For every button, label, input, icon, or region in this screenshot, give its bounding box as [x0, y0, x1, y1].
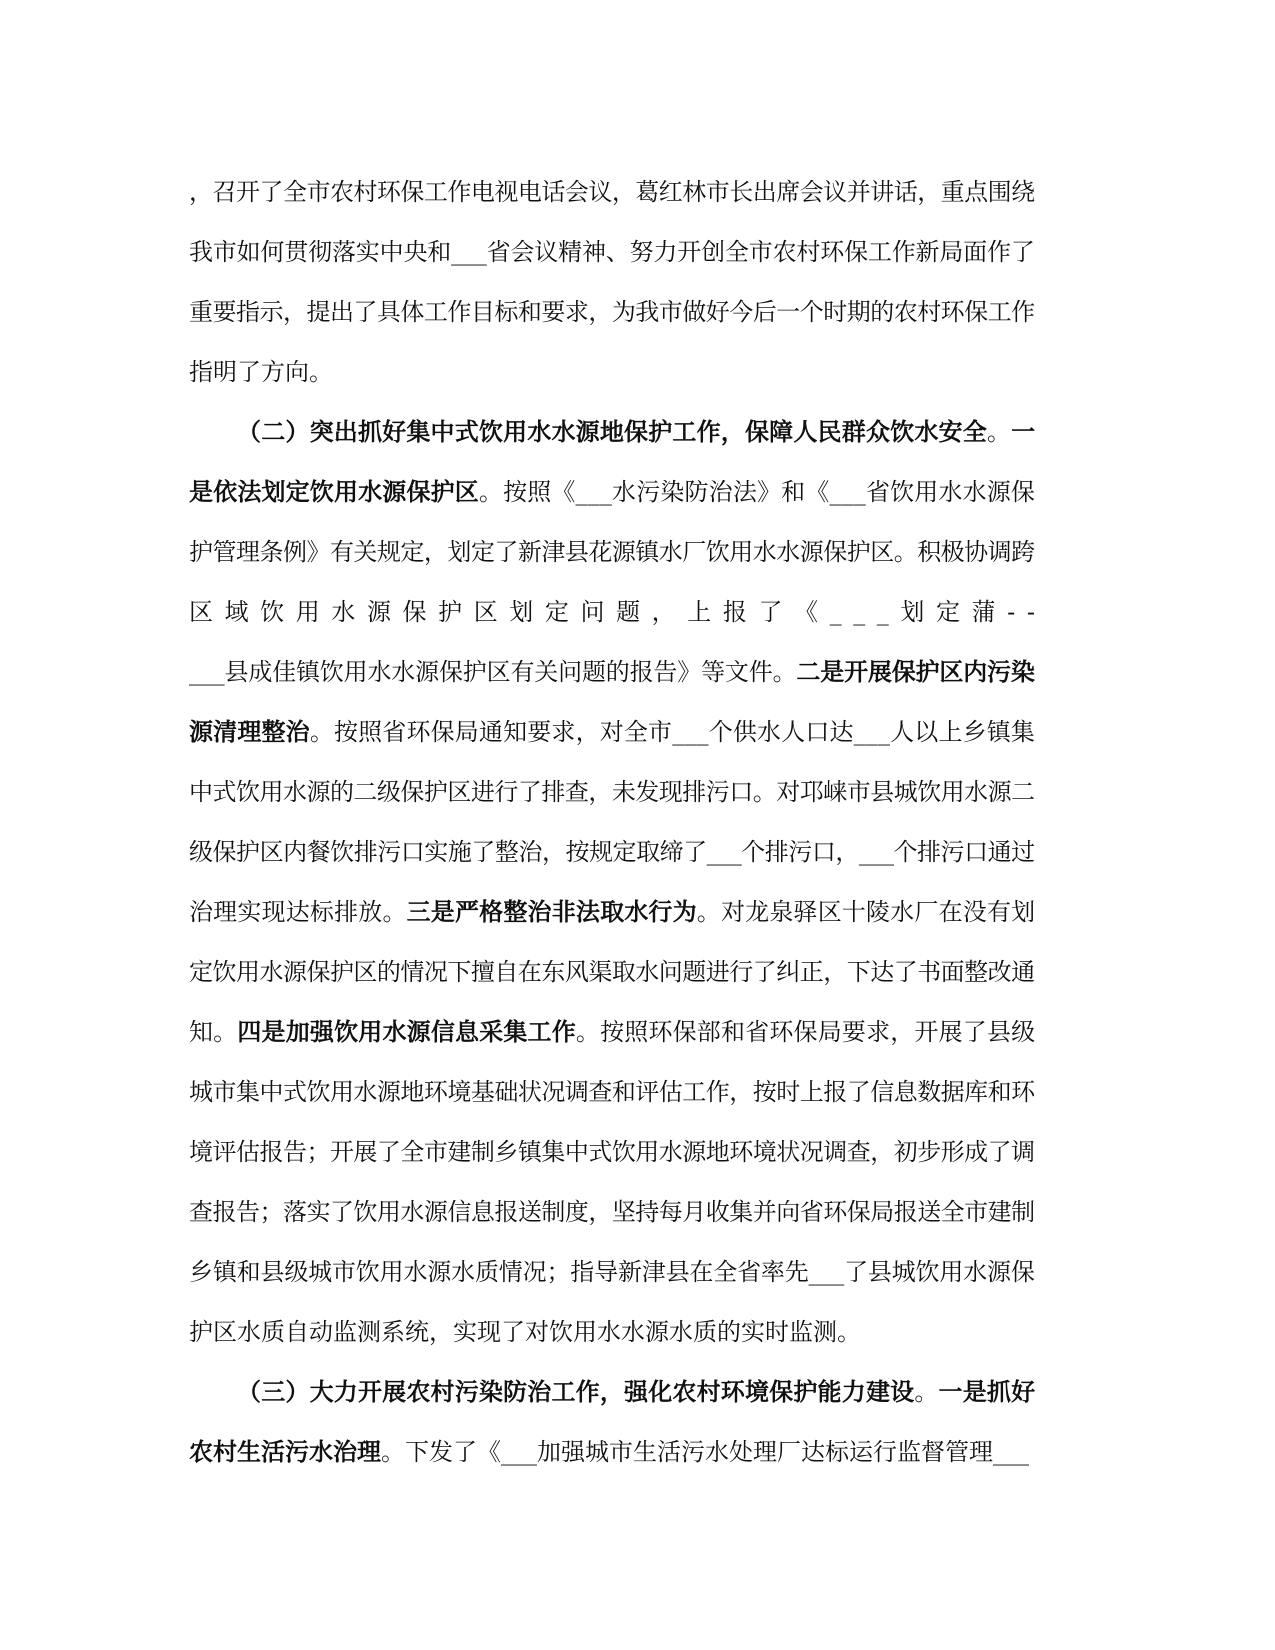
bold-text: 三是严格整治非法取水行为 — [406, 897, 697, 926]
text-line — [189, 342, 1089, 402]
body-text-span: ，召开了全市农村环保工作电视电话会议，葛红林市长出席会议并讲话，重点围绕 — [189, 178, 1035, 206]
body-text-span: 。 — [914, 1378, 939, 1406]
text-line — [189, 1122, 1089, 1182]
body-text-span: 护管理条例》有关规定，划定了新津县花源镇水厂饮用水水源保护区。积极协调跨 — [189, 538, 1035, 566]
body-text-span: 。按照《___水污染防治法》和《___省饮用水水源保 — [478, 478, 1036, 506]
body-text-span: 乡镇和县级城市饮用水源水质情况；指导新津县在全省率先___了县城饮用水源保 — [189, 1258, 1035, 1286]
text-line — [189, 282, 1089, 342]
body-text-span: 中式饮用水源的二级保护区进行了排查，未发现排污口。对邛崃市县城饮用水源二 — [189, 778, 1035, 806]
body-text-span: 。下发了《___加强城市生活污水处理厂达标运行监督管理___ — [381, 1438, 1029, 1466]
text-line — [189, 1362, 1089, 1422]
bold-text: （二）突出抓好集中式饮用水水源地保护工作，保障人民群众饮水安全 — [237, 417, 987, 446]
text-line — [189, 1242, 1089, 1302]
text-line — [189, 1302, 1089, 1362]
text-line — [189, 762, 1089, 822]
body-text-span: 护区水质自动监测系统，实现了对饮用水水源水质的实时监测。 — [189, 1318, 861, 1346]
bold-text: 二是开展保护区内污染 — [796, 657, 1035, 686]
body-text-span: 我市如何贯彻落实中央和___省会议精神、努力开创全市农村环保工作新局面作了 — [189, 238, 1035, 266]
text-line — [189, 1002, 1089, 1062]
body-text-span: 治理实现达标排放。 — [189, 898, 407, 926]
text-line — [189, 882, 1089, 942]
body-text-span: 境评估报告；开展了全市建制乡镇集中式饮用水源地环境状况调查，初步形成了调 — [189, 1138, 1035, 1166]
body-text-span: 级保护区内餐饮排污口实施了整治，按规定取缔了___个排污口，___个排污口通过 — [189, 838, 1035, 866]
text-line — [189, 702, 1089, 762]
bold-text: 农村生活污水治理 — [189, 1437, 381, 1466]
text-line — [189, 1062, 1089, 1122]
bold-text: （三）大力开展农村污染防治工作，强化农村环境保护能力建设 — [237, 1377, 915, 1406]
text-line — [189, 522, 1089, 582]
body-text-span: 查报告；落实了饮用水源信息报送制度，坚持每月收集并向省环保局报送全市建制 — [189, 1198, 1035, 1226]
text-line — [189, 1422, 1089, 1482]
text-line — [189, 822, 1089, 882]
bold-text: 源清理整治 — [189, 717, 310, 746]
bold-text: 四是加强饮用水源信息采集工作 — [237, 1017, 576, 1046]
text-line — [189, 402, 1089, 462]
text-line — [189, 222, 1089, 282]
text-line — [189, 582, 1089, 642]
text-line — [189, 162, 1089, 222]
body-text — [189, 162, 1089, 1482]
text-line — [189, 642, 1089, 702]
bold-text: 一 — [1011, 417, 1036, 446]
bold-text: 一是抓好 — [938, 1377, 1036, 1406]
body-text-span: 城市集中式饮用水源地环境基础状况调查和评估工作，按时上报了信息数据库和环 — [189, 1078, 1035, 1106]
body-text-span: 。按照环保部和省环保局要求，开展了县级 — [575, 1018, 1036, 1046]
body-text-span: ___县成佳镇饮用水水源保护区有关问题的报告》等文件。 — [189, 658, 797, 686]
body-text-span: 。按照省环保局通知要求，对全市___个供水人口达___人以上乡镇集 — [309, 718, 1036, 746]
text-line — [189, 942, 1089, 1002]
text-line — [189, 462, 1089, 522]
text-line — [189, 1182, 1089, 1242]
body-text-span: 重要指示，提出了具体工作目标和要求，为我市做好今后一个时期的农村环保工作 — [189, 298, 1035, 326]
body-text-span: 。对龙泉驿区十陵水厂在没有划 — [696, 898, 1036, 926]
body-text-span: 区域饮用水源保护区划定问题，上报了《___划定蒲-- — [189, 598, 1047, 626]
body-text-span: 。 — [986, 418, 1012, 446]
bold-text: 是依法划定饮用水源保护区 — [189, 477, 479, 506]
body-text-span: 知。 — [189, 1018, 238, 1046]
body-text-span: 定饮用水源保护区的情况下擅自在东风渠取水问题进行了纠正，下达了书面整改通 — [189, 958, 1035, 986]
body-text-span: 指明了方向。 — [189, 358, 333, 386]
